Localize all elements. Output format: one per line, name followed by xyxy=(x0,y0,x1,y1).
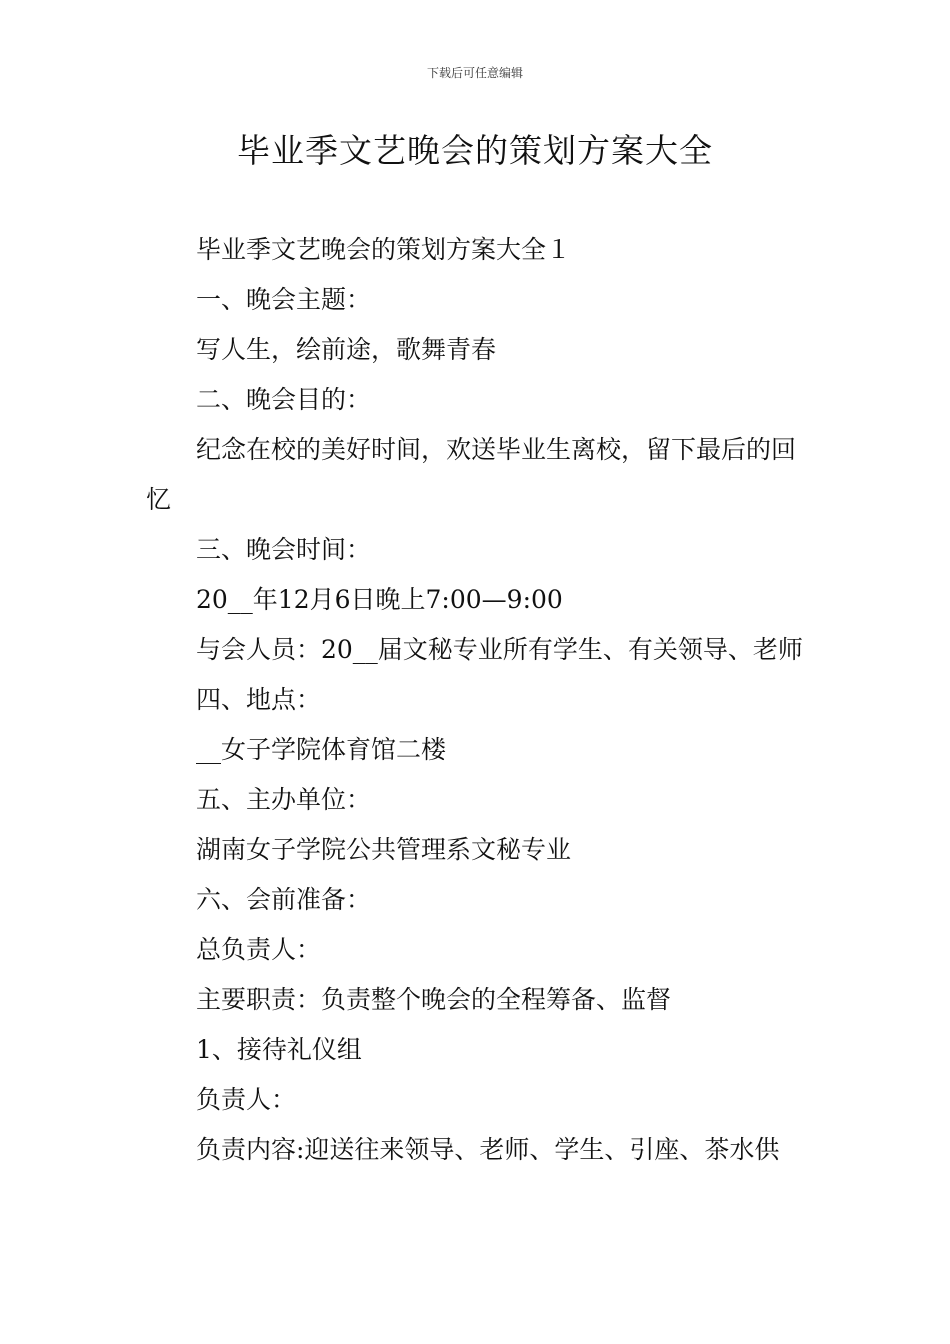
paragraph-section-heading: 毕业季文艺晚会的策划方案大全１ xyxy=(196,235,572,264)
paragraph-location: __女子学院体育馆二楼 xyxy=(196,735,447,764)
paragraph-theme-heading: 一、晚会主题： xyxy=(196,285,372,314)
paragraph-preparation-heading: 六、会前准备： xyxy=(196,885,372,914)
paragraph-chief-lead: 总负责人： xyxy=(196,935,322,964)
paragraph-organizer-heading: 五、主办单位： xyxy=(196,785,372,814)
paragraph-time-heading: 三、晚会时间： xyxy=(196,535,372,564)
paragraph-theme: 写人生，绘前途，歌舞青春 xyxy=(196,335,497,364)
paragraph-group-lead: 负责人： xyxy=(196,1085,297,1114)
paragraph-organizer: 湖南女子学院公共管理系文秘专业 xyxy=(196,835,572,864)
paragraph-purpose: 纪念在校的美好时间，欢送毕业生离校，留下最后的回忆 xyxy=(146,435,797,514)
paragraph-reception-group: 1、接待礼仪组 xyxy=(196,1035,362,1064)
page-header-note: 下载后可任意编辑 xyxy=(426,66,523,80)
paragraph-main-duties: 主要职责：负责整个晚会的全程筹备、监督 xyxy=(196,985,672,1014)
paragraph-attendees: 与会人员：20__届文秘专业所有学生、有关领导、老师 xyxy=(196,635,803,664)
document-body xyxy=(146,225,812,1175)
paragraph-purpose-heading: 二、晚会目的： xyxy=(196,385,372,414)
document-title: 毕业季文艺晚会的策划方案大全 xyxy=(237,131,713,170)
paragraph-location-heading: 四、地点： xyxy=(196,685,322,714)
paragraph-group-duties: 负责内容:迎送往来领导、老师、学生、引座、茶水供 xyxy=(196,1135,780,1164)
paragraph-time: 20__年12月6日晚上7:00—9:00 xyxy=(196,585,563,614)
